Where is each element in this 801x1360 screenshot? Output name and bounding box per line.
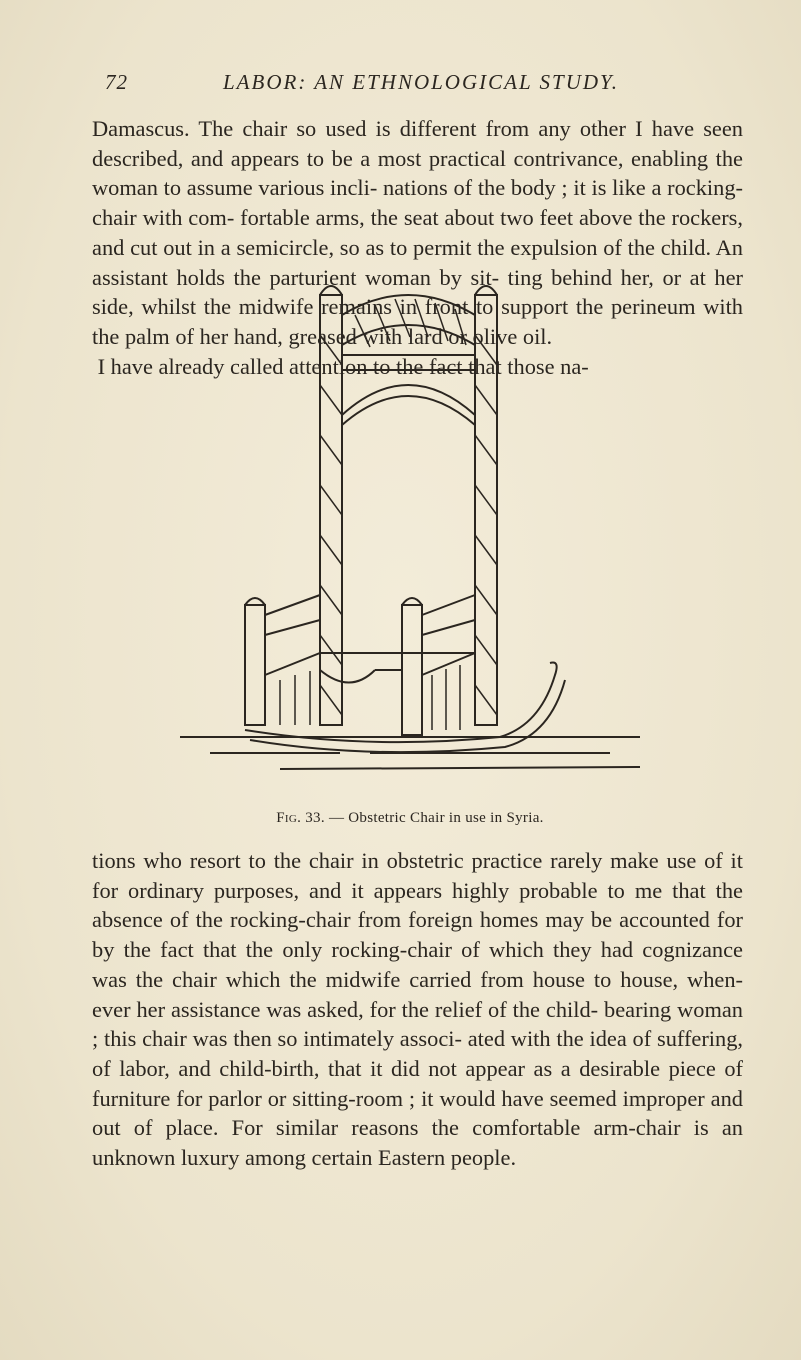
figure-caption-text: — Obstetric Chair in use in Syria. xyxy=(328,810,544,826)
figure-obstetric-chair xyxy=(170,275,650,795)
paragraph-2-start-text: I have already called attention to the fact that those na- xyxy=(97,353,589,379)
obstetric-chair-illustration-icon xyxy=(170,275,650,795)
page-header xyxy=(105,70,725,100)
paragraph-bottom: tions who resort to the chair in obstetric practice rarely make use of it for ordinary purposes, and it appears highly probable to me that the absence of the rocking-chair from foreign homes may be accounted for by the fact that the only rocking-chair of which they had cognizance was the chair which the midwife carried from house to house, when- ever her assistance was asked, for the relief of the child- bearing woman ; this chair was then so intimately associ- ated with the idea of suffering, of labor, and child-birth, that it did not appear as a desirable piece of furniture for parlor or sitting-room ; it would have seemed improper and out of place. For similar reasons the comfortable arm-chair is an unknown luxury among certain Eastern people. xyxy=(92,848,743,1171)
figure-label: Fig. 33. xyxy=(276,810,325,826)
running-head: LABOR: AN ETHNOLOGICAL STUDY. xyxy=(223,70,620,94)
paragraph-1-text: Damascus. The chair so used is different from any other I have seen described, and appears to be a most practical contrivance, enabling the woman to assume various incli- nations of the body ; it is like a rocking-chair with com- fortable arms, the seat about two feet above the rockers, and cut out in a semicircle, so as to permit the expulsion of the child. An assistant holds the parturient woman by sit- ting behind her, or at her side, whilst the midwife remains in front to support the perineum with the palm of her hand, greased with lard or olive oil. xyxy=(92,116,743,349)
page-number: 72 xyxy=(105,70,128,94)
figure-caption xyxy=(170,810,650,827)
